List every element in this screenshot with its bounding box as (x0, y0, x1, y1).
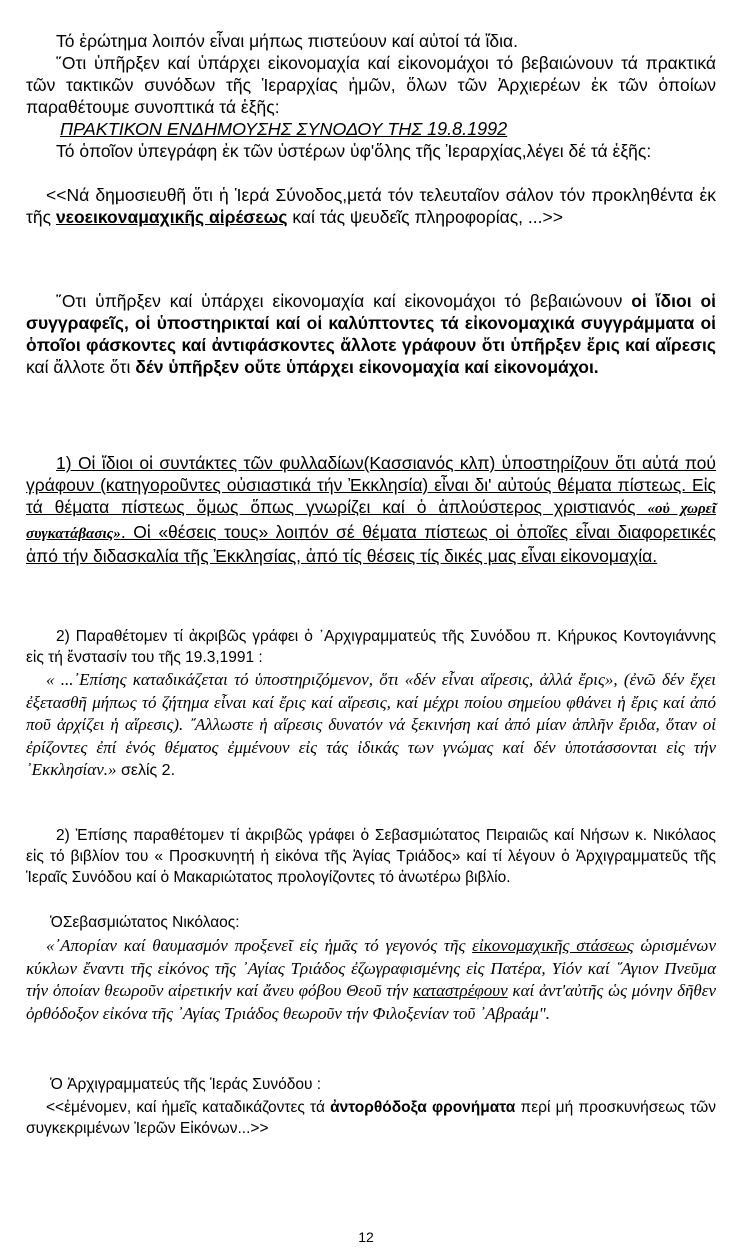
paragraph-signed: Τό ὁποῖον ὑπεγράφη ἐκ τῶν ὑστέρων ὑφ'ὅλης τῆς Ἱεραρχίας,λέγει δέ τά ἑξῆς: (56, 141, 652, 161)
authors-bold-2: δέν ὑπῆρξεν οὔτε ὑπάρχει εἰκονομαχία καί εἰκονομάχοι. (135, 357, 599, 377)
kontogiannis-quote-text: « ...᾿Επίσης καταδικάζεται τό ὑποστηριζόμενον, ὅτι «δέν εἶναι αἵρεσις, ἀλλά ἔρις», (ἐνῶ δέν ἔχει ἐξετασθῆ μήπως τό ζήτημα εἶναι καί ἔρις καί αἵρεσις, καί μέχρι ποίου σημείου φθάνει ἡ ἔρις καί ἀπό ποῦ ἀρχίζει ἡ αἵρεσις). ῎Αλλωστε ἡ αἵρεσις δυνατόν νά ξεκινήση καί ἀπό μίαν ἁπλῆν ἔριδα, ὅταν οἱ ἐρίζοντες ἐπί ἑνός θέματος ἐμμένουν εἰς τάς ἰδικάς των γνώμας καί δέν ὑποτάσσονται εἰς τήν ᾿Εκκλησίαν.» (26, 670, 716, 779)
secretary-quote-text: <<ἐμένομεν, καί ἡμεῖς καταδικάζοντες τά (46, 1099, 331, 1116)
point-1-quote: «οὐ χωρεῖ συγκατάβασις» (26, 501, 716, 542)
quote-synod-end: καί τάς ψευδεῖς πληροφορίας, ...>> (287, 207, 563, 227)
nikolaos-quote-end: καί ἀντ'αὐτῆς ὡς μόνην δῆθεν ὀρθόδοξον εἰκόνα τῆς ᾿Αγίας Τριάδος θεωροῦν τήν Φιλοξενίαν τοῦ ᾿Αβραάμ". (26, 981, 716, 1023)
quote-kontogiannis (26, 669, 716, 783)
paragraph-metropolitan: ὉΣεβασμιώτατος Νικόλαος: (50, 914, 240, 931)
nikolaos-underlined-1: εἰκονομαχικῆς στάσεως (472, 936, 634, 955)
quote-synod-text: <<Νά δημοσιευθῆ ὅτι ἡ Ἱερά Σύνοδος,μετά τόν τελευταῖον σάλον τόν προκληθέντα ἐκ τῆς (26, 185, 716, 227)
paragraph-synod-records: ῞Οτι ὑπῆρξεν καί ὑπάρχει εἰκονομαχία καί εἰκονομάχοι τό βεβαιώνουν τά πρακτικά τῶν τακτικῶν συνόδων τῆς Ἱεραρχίας ἡμῶν, ὅλων τῶν Ἀρχιερέων ἐκ τῶν ὁποίων παραθέτουμε συνοπτικά τά ἑξῆς: (26, 53, 716, 117)
paragraph-authors (26, 290, 716, 378)
paragraph-point-2a: 2) Παραθέτομεν τί ἀκριβῶς γράφει ὁ ᾿Αρχιγραμματεύς τῆς Συνόδου π. Κήρυκος Κοντογιάννης εἰς τή ἔνστασίν του τῆς 19.3,1991 : (26, 628, 716, 666)
quote-secretary (26, 1097, 716, 1139)
nikolaos-underlined-2: καταστρέφουν (412, 981, 508, 1000)
paragraph-secretary: Ὁ Ἀρχιγραμματεύς τῆς Ἱεράς Συνόδου : (50, 1076, 322, 1093)
kontogiannis-page-ref: σελίς 2. (116, 762, 176, 779)
paragraph-point-1 (26, 452, 716, 567)
paragraph-question: Τό ἐρώτημα λοιπόν εἶναι μήπως πιστεύουν καί αὐτοί τά ἴδια. (56, 31, 519, 51)
nikolaos-quote-text: «᾿Απορίαν καί θαυμασμόν προξενεῖ εἰς ἡμᾶς τό γεγονός τῆς (46, 936, 473, 955)
secretary-quote-bold: ἀντορθόδοξα φρονήματα (330, 1099, 516, 1116)
section-heading: ΠΡΑΚΤΙΚΟΝ ΕΝΔΗΜΟΥΣΗΣ ΣΥΝΟΔΟΥ ΤΗΣ 19.8.1992 (60, 119, 508, 139)
quote-nikolaos (26, 935, 716, 1025)
point-1-text: 1) Οἱ ἴδιοι οἱ συντάκτες τῶν φυλλαδίων(Κασσιανός κλπ) ὑποστηρίζουν ὅτι αὐτά πού γράφουν (κατηγοροῦντες οὐσιαστικά τήν Ἐκκλησία) εἶναι δι' αὐτούς θέματα πίστεως. Εἰς τά θέματα πίστεως ὅμως ὅπως γνωρίζει καί ὁ ἁπλούστερος χριστιανός (26, 453, 716, 517)
authors-bold-1: οἱ ἴδιοι οἱ συγγραφεῖς, οἱ ὑποστηρικταί καί οἱ καλύπτοντες τά εἰκονομαχικά συγγράμματα οἱ ὁποῖοι φάσκοντες καί ἀντιφάσκοντες ἄλλοτε γράφουν ὅτι ὑπῆρξεν ἔρις καί αἵρεσις (26, 291, 716, 355)
authors-text: ῞Οτι ὑπῆρξεν καί ὑπάρχει εἰκονομαχία καί εἰκονομάχοι τό βεβαιώνουν (56, 291, 632, 311)
authors-mid: καί ἄλλοτε ὅτι (26, 357, 136, 377)
paragraph-point-2b: 2) Ἐπίσης παραθέτομεν τί ἀκριβῶς γράφει ὁ Σεβασμιώτατος Πειραιῶς καί Νήσων κ. Νικόλαος εἰς τό βιβλίον του « Προσκυνητή ἡ εἰκόνα τῆς Ἁγίας Τριάδος» καί τί λέγουν ὁ Ἀρχιγραμματεῦς τῆς Ἱεραῖς Συνόδου καί ὁ Μακαριώτατος προλογίζοντες τό ἀνωτέρω βιβλίο. (26, 827, 716, 886)
point-1-end: . Οἱ «θέσεις τους» λοιπόν σέ θέματα πίστεως οἱ ὁποῖες εἶναι διαφορετικές ἀπό τήν διδασκαλία τῆς Ἐκκλησίας, ἀπό τίς θέσεις τίς δικές μας εἶναι εἰκονομαχία. (26, 521, 716, 566)
quote-synod-emphasis: νεοεικοναμαχικῆς αἱρέσεως (55, 207, 288, 227)
nikolaos-quote-mid: ὡρισμένων κύκλων ἔναντι τῆς εἰκόνος τῆς ᾿Αγίας Τριάδος ἐζωγραφισμένης εἰς Πατέρα, Υἱόν καί ῞Αγιον Πνεῦμα τήν ὁποίαν θεωροῦν αἱρετικήν καί ἄνευ φόβου Θεοῦ τήν (26, 936, 716, 1000)
secretary-quote-end: περί μή προσκυνήσεως τῶν συγκεκριμένων Ἱερῶν Εἰκόνων...>> (26, 1099, 716, 1137)
page-number: 12 (358, 1229, 374, 1245)
quote-synod (26, 184, 716, 228)
